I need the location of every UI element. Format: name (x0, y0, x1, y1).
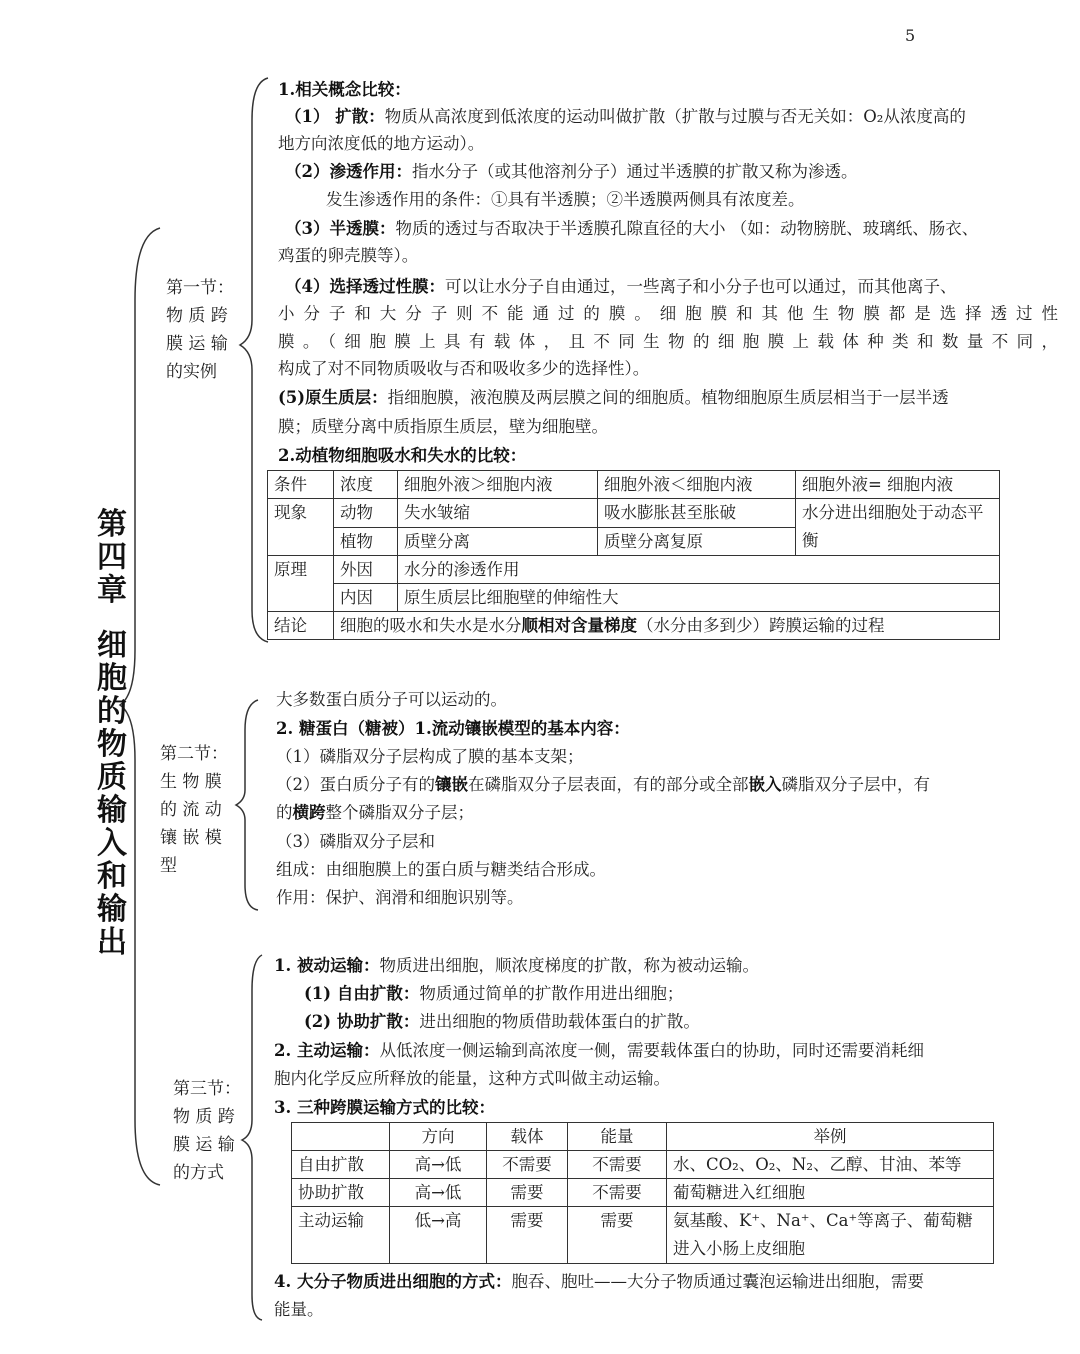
text-line (285, 218, 978, 240)
label-line: 镶 嵌 模 (160, 828, 222, 848)
section1-label (166, 274, 234, 386)
water-comparison-table (267, 470, 1000, 640)
text-line: 胞内化学反应所释放的能量，这种方式叫做主动运输。 (274, 1069, 670, 1088)
text-line: 能量。 (274, 1300, 324, 1319)
chapter-char: 的 (97, 694, 127, 729)
table-cell: 现象 (268, 499, 334, 556)
chapter-char: 和 (97, 859, 127, 894)
text-line (274, 1040, 924, 1062)
definition: 可以让水分子自由通过，一些离子和小分子也可以通过，而其他离子、 (444, 277, 957, 296)
term: （2）渗透作用： (285, 162, 412, 181)
table-cell: 原生质层比细胞壁的伸缩性大 (398, 584, 1000, 612)
term: (2) 协助扩散： (304, 1012, 420, 1031)
definition: 物质通过简单的扩散作用进出细胞； (419, 984, 684, 1003)
definition: 指细胞膜，液泡膜及两层膜之间的细胞质。植物细胞原生质层相当于一层半透 (387, 388, 949, 407)
label-line: 第一节： (166, 278, 234, 298)
text-line (276, 802, 474, 824)
table-cell: 举例 (667, 1123, 994, 1151)
table-cell: 需要 (568, 1207, 667, 1264)
table-cell (334, 612, 1000, 640)
table-cell: 方向 (390, 1123, 487, 1151)
definition: 指水分子（或其他溶剂分子）通过半透膜的扩散又称为渗透。 (411, 162, 858, 181)
text-line: （3）磷脂双分子层和 (276, 832, 435, 851)
table-cell: 水分进出细胞处于动态平衡 (796, 499, 1000, 556)
table-cell: 高→低 (390, 1179, 487, 1207)
table-cell: 水分的渗透作用 (398, 556, 1000, 584)
table-cell: 葡萄糖进入红细胞 (667, 1179, 994, 1207)
table-row (292, 1123, 994, 1151)
term: 镶嵌 (435, 775, 468, 794)
chapter-char: 输 (97, 892, 127, 927)
table-cell: 能量 (568, 1123, 667, 1151)
cell-text: 细胞的吸水和失水是水分 (340, 616, 522, 635)
term: （4）选择透过性膜： (285, 277, 445, 296)
text-line: （1）磷脂双分子层构成了膜的基本支架； (276, 747, 584, 766)
transport-comparison-table (291, 1122, 994, 1264)
term: 1. 被动运输： (274, 956, 380, 975)
chapter-title (92, 508, 132, 959)
table-cell: 氨基酸、K⁺、Na⁺、Ca⁺等离子、葡萄糖进入小肠上皮细胞 (667, 1207, 994, 1264)
table-cell: 质壁分离 (398, 527, 598, 556)
definition: 物质进出细胞，顺浓度梯度的扩散，称为被动运输。 (379, 956, 759, 975)
text-line: 发生渗透作用的条件：①具有半透膜；②半透膜两侧具有浓度差。 (326, 190, 805, 209)
table-cell: 载体 (487, 1123, 568, 1151)
table-cell: 细胞外液= 细胞内液 (796, 471, 1000, 499)
chapter-char: 出 (97, 925, 127, 960)
heading: 3. 三种跨膜运输方式的比较： (274, 1098, 495, 1117)
text: （2）蛋白质分子有的 (276, 775, 435, 794)
definition: 物质从高浓度到低浓度的运动叫做扩散（扩散与过膜与否无关如：O₂从浓度高的 (384, 107, 966, 126)
chapter-gap (92, 607, 132, 629)
table-cell: 不需要 (568, 1179, 667, 1207)
chapter-char: 章 (97, 573, 127, 608)
label-line: 的 流 动 (160, 800, 222, 820)
label-line: 膜 运 输 (173, 1135, 235, 1155)
term: （1） 扩散： (285, 107, 385, 126)
label-line: 物 质 跨 (166, 306, 228, 326)
table-row (268, 471, 1000, 499)
table-cell: 需要 (487, 1207, 568, 1264)
text-line: 膜。（细胞膜上具有载体，且不同生物的细胞膜上载体种类和数量不同， (278, 332, 1058, 351)
table-cell: 细胞外液＜细胞内液 (598, 471, 796, 499)
text: 整个磷脂双分子层； (325, 803, 474, 822)
cell-text: （水分由多到少）跨膜运输的过程 (637, 616, 885, 635)
label-line: 第二节： (160, 744, 228, 764)
label-line: 第三节： (173, 1079, 241, 1099)
page-number: 5 (905, 26, 916, 45)
section2-brace (236, 700, 258, 910)
table-cell: 自由扩散 (292, 1151, 390, 1179)
text-line (304, 1011, 700, 1033)
table-cell: 结论 (268, 612, 334, 640)
chapter-char: 入 (97, 826, 127, 861)
text-line: 构成了对不同物质吸收与否和吸收多少的选择性）。 (278, 359, 650, 378)
chapter-char: 第 (97, 507, 127, 542)
table-cell: 外因 (334, 556, 398, 584)
table-cell: 失水皱缩 (398, 499, 598, 528)
label-line: 物 质 跨 (173, 1107, 235, 1127)
table-cell: 高→低 (390, 1151, 487, 1179)
text-line: 小分子和大分子则不能通过的膜。细胞膜和其他生物膜都是选择透过性 (278, 304, 1058, 323)
term: (5)原生质层： (278, 388, 388, 407)
table-cell: 植物 (334, 527, 398, 556)
heading: 1.相关概念比较： (278, 80, 411, 99)
term: 嵌入 (748, 775, 782, 794)
text-line (285, 276, 956, 298)
table-cell: 不需要 (568, 1151, 667, 1179)
table-cell: 动物 (334, 499, 398, 528)
text-line: 地方向浓度低的地方运动）。 (278, 134, 485, 153)
table-cell: 协助扩散 (292, 1179, 390, 1207)
section3-brace (242, 955, 262, 1320)
label-line: 的实例 (166, 362, 217, 382)
term: (1) 自由扩散： (304, 984, 420, 1003)
table-cell: 质壁分离复原 (598, 527, 796, 556)
table-cell: 需要 (487, 1179, 568, 1207)
heading: 2.动植物细胞吸水和失水的比较： (278, 446, 527, 465)
table-cell: 主动运输 (292, 1207, 390, 1264)
section2-label (160, 740, 228, 880)
table-cell: 吸水膨胀甚至胀破 (598, 499, 796, 528)
table-cell: 条件 (268, 471, 334, 499)
text-line (274, 1271, 924, 1293)
term: 2. 主动运输： (274, 1041, 380, 1060)
table-cell: 水、CO₂、O₂、N₂、乙醇、甘油、苯等 (667, 1151, 994, 1179)
text-line (304, 983, 683, 1005)
table-cell (292, 1123, 390, 1151)
definition: 物质的透过与否取决于半透膜孔隙直径的大小 （如：动物膀胱、玻璃纸、肠衣、 (395, 219, 979, 238)
term: 4. 大分子物质进出细胞的方式： (274, 1272, 512, 1291)
text: 磷脂双分子层中，有 (781, 775, 930, 794)
text: 的 (276, 803, 293, 822)
label-line: 的方式 (173, 1163, 224, 1183)
section1-brace (240, 78, 268, 642)
table-cell: 细胞外液＞细胞内液 (398, 471, 598, 499)
text: 在磷脂双分子层表面，有的部分或全部 (468, 775, 749, 794)
term: （3）半透膜： (285, 219, 396, 238)
chapter-char: 细 (97, 628, 127, 663)
text-line: 组成：由细胞膜上的蛋白质与糖类结合形成。 (276, 860, 606, 879)
definition: 从低浓度一侧运输到高浓度一侧，需要载体蛋白的协助，同时还需要消耗细 (379, 1041, 924, 1060)
label-line: 生 物 膜 (160, 772, 222, 792)
text-line: 鸡蛋的卵壳膜等）。 (278, 246, 419, 265)
table-row (268, 584, 1000, 612)
chapter-char: 物 (97, 727, 127, 762)
definition: 胞吞、胞吐——大分子物质通过囊泡运输进出细胞，需要 (511, 1272, 924, 1291)
chapter-char: 输 (97, 793, 127, 828)
table-row (268, 556, 1000, 584)
table-cell: 浓度 (334, 471, 398, 499)
chapter-char: 胞 (97, 661, 127, 696)
table-cell: 不需要 (487, 1151, 568, 1179)
definition: 进出细胞的物质借助载体蛋白的扩散。 (419, 1012, 700, 1031)
text-line (278, 387, 949, 409)
table-row (292, 1207, 994, 1264)
table-cell: 低→高 (390, 1207, 487, 1264)
chapter-char: 质 (97, 760, 127, 795)
text-line: 大多数蛋白质分子可以运动的。 (276, 690, 507, 709)
table-row (268, 612, 1000, 640)
label-line: 膜 运 输 (166, 334, 228, 354)
table-cell: 原理 (268, 556, 334, 612)
text-line (276, 774, 930, 796)
term: 横跨 (292, 803, 326, 822)
chapter-char: 四 (97, 540, 127, 575)
table-row (292, 1151, 994, 1179)
label-line: 型 (160, 856, 177, 876)
cell-text-bold: 顺相对含量梯度 (521, 616, 637, 635)
section3-label (173, 1075, 241, 1187)
text-line: 膜；质壁分离中质指原生质层，壁为细胞壁。 (278, 417, 608, 436)
text-line (274, 955, 759, 977)
text-line (285, 161, 857, 183)
table-row (292, 1179, 994, 1207)
text-line: 作用：保护、润滑和细胞识别等。 (276, 888, 524, 907)
table-cell: 内因 (334, 584, 398, 612)
text-line (285, 106, 966, 128)
table-row (268, 499, 1000, 528)
heading: 2. 糖蛋白（糖被）1.流动镶嵌模型的基本内容： (276, 719, 630, 738)
